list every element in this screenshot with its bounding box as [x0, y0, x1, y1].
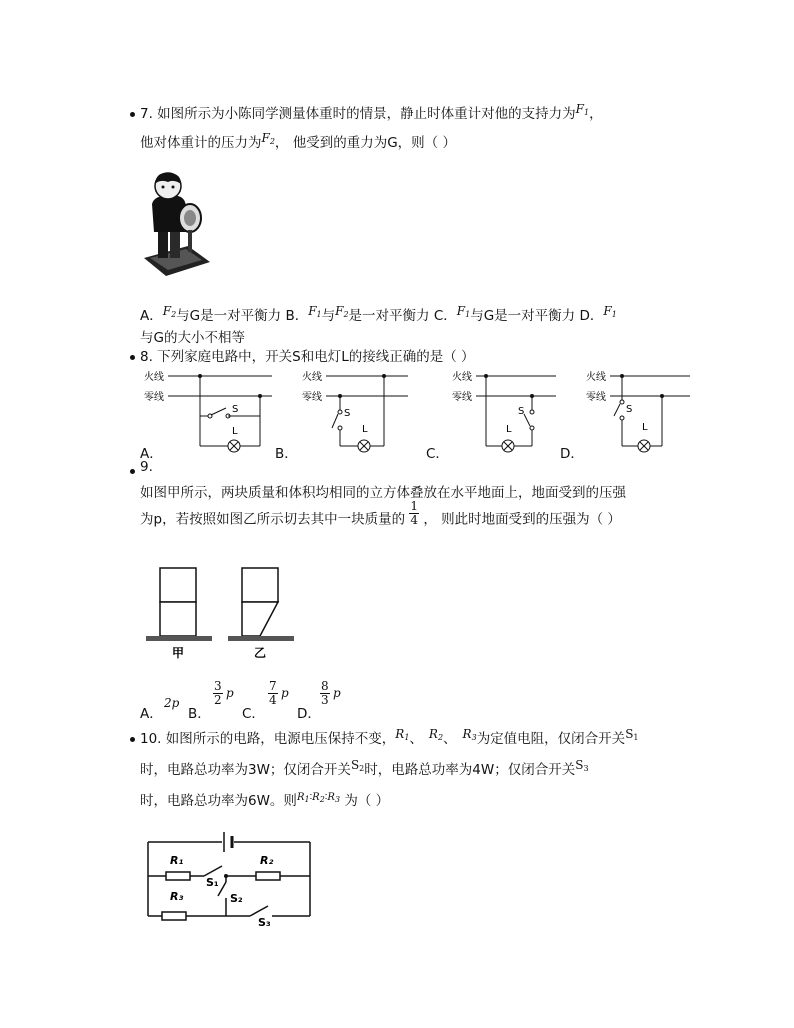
q8-option-d: D．	[560, 446, 584, 462]
q9-line2	[140, 499, 621, 533]
switch-label: S	[344, 408, 351, 419]
option-b-text: 与	[321, 308, 336, 324]
lamp-label: L	[506, 424, 512, 435]
s3-symbol: S3	[575, 758, 589, 773]
p-symbol: p	[281, 686, 289, 700]
neutral-wire-label: 零线	[452, 392, 472, 403]
option-a-label: A．	[140, 706, 163, 722]
option-d-fraction: $\frac{8}{3}$	[321, 679, 329, 707]
bullet	[130, 469, 135, 474]
q7-figure-boy-on-scale	[140, 170, 212, 278]
option-d-label: D．	[579, 308, 604, 324]
q8-circuit-b	[290, 366, 415, 460]
q7-text: 他对体重计的压力为	[140, 135, 262, 151]
option-c-fraction: $\frac{7}{4}$	[269, 679, 277, 707]
q10-text: 为（ ）	[344, 793, 390, 809]
q8-option-b: B．	[275, 446, 298, 462]
f1-symbol: F1	[456, 304, 471, 319]
fig-label-yi: 乙	[253, 646, 267, 660]
fig-label-jia: 甲	[171, 646, 185, 660]
option-a-value: 2p	[164, 696, 180, 710]
q8-circuit-d	[576, 366, 694, 460]
q9-number: 9.	[140, 459, 153, 475]
s1-symbol: S1	[625, 727, 639, 742]
bullet	[130, 112, 135, 117]
p-symbol: p	[333, 686, 341, 700]
q7-line1	[140, 102, 603, 122]
live-wire-label: 火线	[302, 372, 322, 383]
option-d-label: D．	[297, 706, 321, 722]
s2-label: S₂	[230, 892, 243, 905]
r1-label: R₁	[170, 854, 184, 867]
q7-comma: ，	[589, 106, 603, 122]
p-symbol: p	[226, 686, 234, 700]
ratio-expression: R1∶R2∶R3	[296, 792, 341, 804]
q10-text: 时，电路总功率为6W。则	[140, 793, 297, 809]
switch-label: S	[518, 406, 525, 417]
q7-options-line2	[140, 326, 245, 346]
bullet	[130, 737, 135, 742]
q7-options-line1	[140, 304, 617, 324]
f2-symbol: F2	[335, 304, 349, 319]
r2-symbol: R2	[428, 727, 444, 742]
q10-text: 时，电路总功率为3W；仅闭合开关	[140, 762, 351, 778]
q10-text: 10. 如图所示的电路，电源电压保持不变，	[140, 731, 396, 747]
s3-label: S₃	[258, 916, 271, 929]
option-b-label: B．	[285, 308, 309, 324]
fraction-one-quarter: $\frac{1}{4}$	[410, 499, 419, 527]
q10-text: 为定值电阻，仅闭合开关	[476, 731, 626, 747]
q9-text: ， 则此时地面受到的压强为（ ）	[423, 511, 621, 528]
f2-symbol: F2	[261, 131, 275, 146]
q9-text: 为p，若按照如图乙所示切去其中一块质量的	[140, 511, 406, 528]
s2-symbol: S2	[350, 758, 365, 773]
option-b-text: 是一对平衡力	[348, 308, 430, 324]
lamp-label: L	[362, 424, 368, 435]
option-b-fraction: $\frac{3}{2}$	[214, 679, 222, 707]
lamp-label: L	[232, 426, 238, 437]
r1-symbol: R1	[395, 727, 410, 742]
live-wire-label: 火线	[452, 372, 472, 383]
q8-option-c: C．	[426, 446, 449, 462]
q8-option-a: A．	[140, 446, 163, 462]
q8-circuit-c	[440, 366, 560, 460]
option-b-label: B．	[188, 706, 211, 722]
neutral-wire-label: 零线	[144, 392, 164, 403]
q7-line2	[140, 131, 456, 151]
q9-line1: 如图甲所示，两块质量和体积均相同的立方体叠放在水平地面上，地面受到的压强	[140, 485, 626, 501]
switch-label: S	[626, 404, 633, 415]
q7-text: ， 他受到的重力为G，则（ ）	[274, 135, 456, 151]
q9-figure-stacked-cubes	[140, 562, 300, 662]
neutral-wire-label: 零线	[586, 392, 606, 403]
q10-line2	[140, 758, 589, 778]
r3-symbol: R3	[462, 727, 477, 742]
option-c-label: C．	[242, 706, 265, 722]
option-c-text: 与G是一对平衡力	[470, 308, 576, 324]
option-a-label: A．	[140, 308, 163, 324]
lamp-label: L	[642, 422, 648, 433]
q10-text: 时，电路总功率为4W；仅闭合开关	[364, 762, 576, 778]
option-c-label: C．	[433, 308, 457, 324]
option-a-text: 与G是一对平衡力	[176, 308, 282, 324]
switch-label: S	[232, 404, 239, 415]
f1-symbol: F1	[603, 304, 617, 319]
s1-label: S₁	[206, 876, 219, 889]
f1-symbol: F1	[575, 102, 590, 117]
r3-label: R₃	[170, 890, 184, 903]
option-d-text: 与G的大小不相等	[140, 330, 245, 346]
live-wire-label: 火线	[586, 372, 606, 383]
f2-symbol: F2	[162, 304, 177, 319]
q8-stem: 8. 下列家庭电路中，开关S和电灯L的接线正确的是（ ）	[140, 349, 475, 365]
q10-line1: 10. 如图所示的电路，电源电压保持不变，R1、 R2、 R3为定值电阻，仅闭合开关S1	[140, 727, 639, 747]
q7-text: 7. 如图所示为小陈同学测量体重时的情景，静止时体重计对他的支持力为	[140, 106, 576, 122]
q10-circuit-figure	[140, 822, 320, 929]
live-wire-label: 火线	[144, 372, 164, 383]
neutral-wire-label: 零线	[302, 392, 322, 403]
bullet	[130, 355, 135, 360]
q10-line3	[140, 789, 389, 809]
f1-symbol: F1	[308, 304, 322, 319]
r2-label: R₂	[260, 854, 274, 867]
